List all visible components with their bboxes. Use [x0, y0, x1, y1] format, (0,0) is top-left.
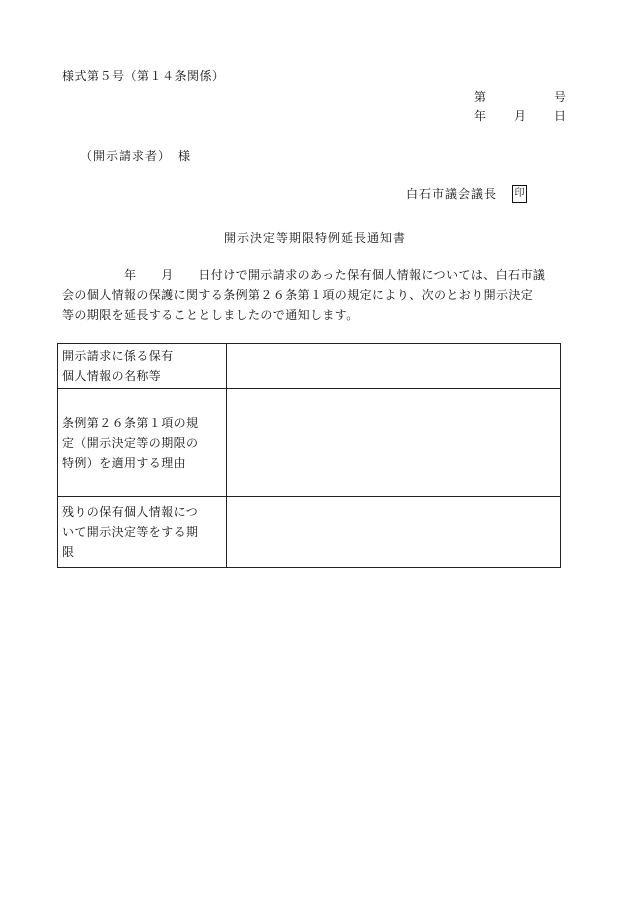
row-label — [58, 497, 227, 568]
issuer-name: 白石市議会議長 — [406, 187, 498, 201]
body-line: 年 月 日付けで開示請求のあった保有個人情報については、白石市議 — [62, 268, 546, 282]
row-label — [58, 389, 227, 497]
row-value-field[interactable] — [226, 389, 560, 497]
label-line: 特例）を適用する理由 — [62, 455, 187, 470]
table-row — [58, 497, 561, 568]
document-title: 開示決定等期限特例延長通知書 — [223, 231, 406, 245]
label-line: 条例第２６条第１項の規 — [62, 415, 199, 430]
label-line: 限 — [62, 545, 75, 559]
info-table — [57, 343, 561, 568]
table-row — [58, 389, 561, 497]
date-year: 年 — [474, 109, 487, 123]
number-prefix: 第 — [474, 90, 487, 104]
label-line: 残りの保有個人情報につ — [62, 505, 199, 519]
label-line: 定（開示決定等の期限の — [62, 435, 199, 450]
form-label: 様式第５号（第１４条関係） — [62, 69, 225, 83]
table-row — [58, 344, 561, 389]
row-label — [58, 344, 227, 389]
row-value-field[interactable] — [226, 497, 560, 568]
label-line: いて開示決定等をする期 — [62, 525, 199, 539]
date-month: 月 — [514, 109, 527, 123]
label-line: 個人情報の名称等 — [62, 369, 162, 383]
addressee: （開示請求者） 様 — [80, 149, 192, 163]
row-value-field[interactable] — [226, 344, 560, 389]
body-line: 会の個人情報の保護に関する条例第２６条第１項の規定により、次のとおり開示決定 — [62, 288, 534, 302]
number-suffix: 号 — [554, 90, 567, 104]
body-line: 等の期限を延長することとしましたので通知します。 — [62, 308, 359, 322]
seal-mark: 印 — [512, 185, 527, 203]
date-day: 日 — [554, 109, 567, 123]
notice-body — [62, 265, 562, 325]
label-line: 開示請求に係る保有 — [62, 349, 174, 363]
